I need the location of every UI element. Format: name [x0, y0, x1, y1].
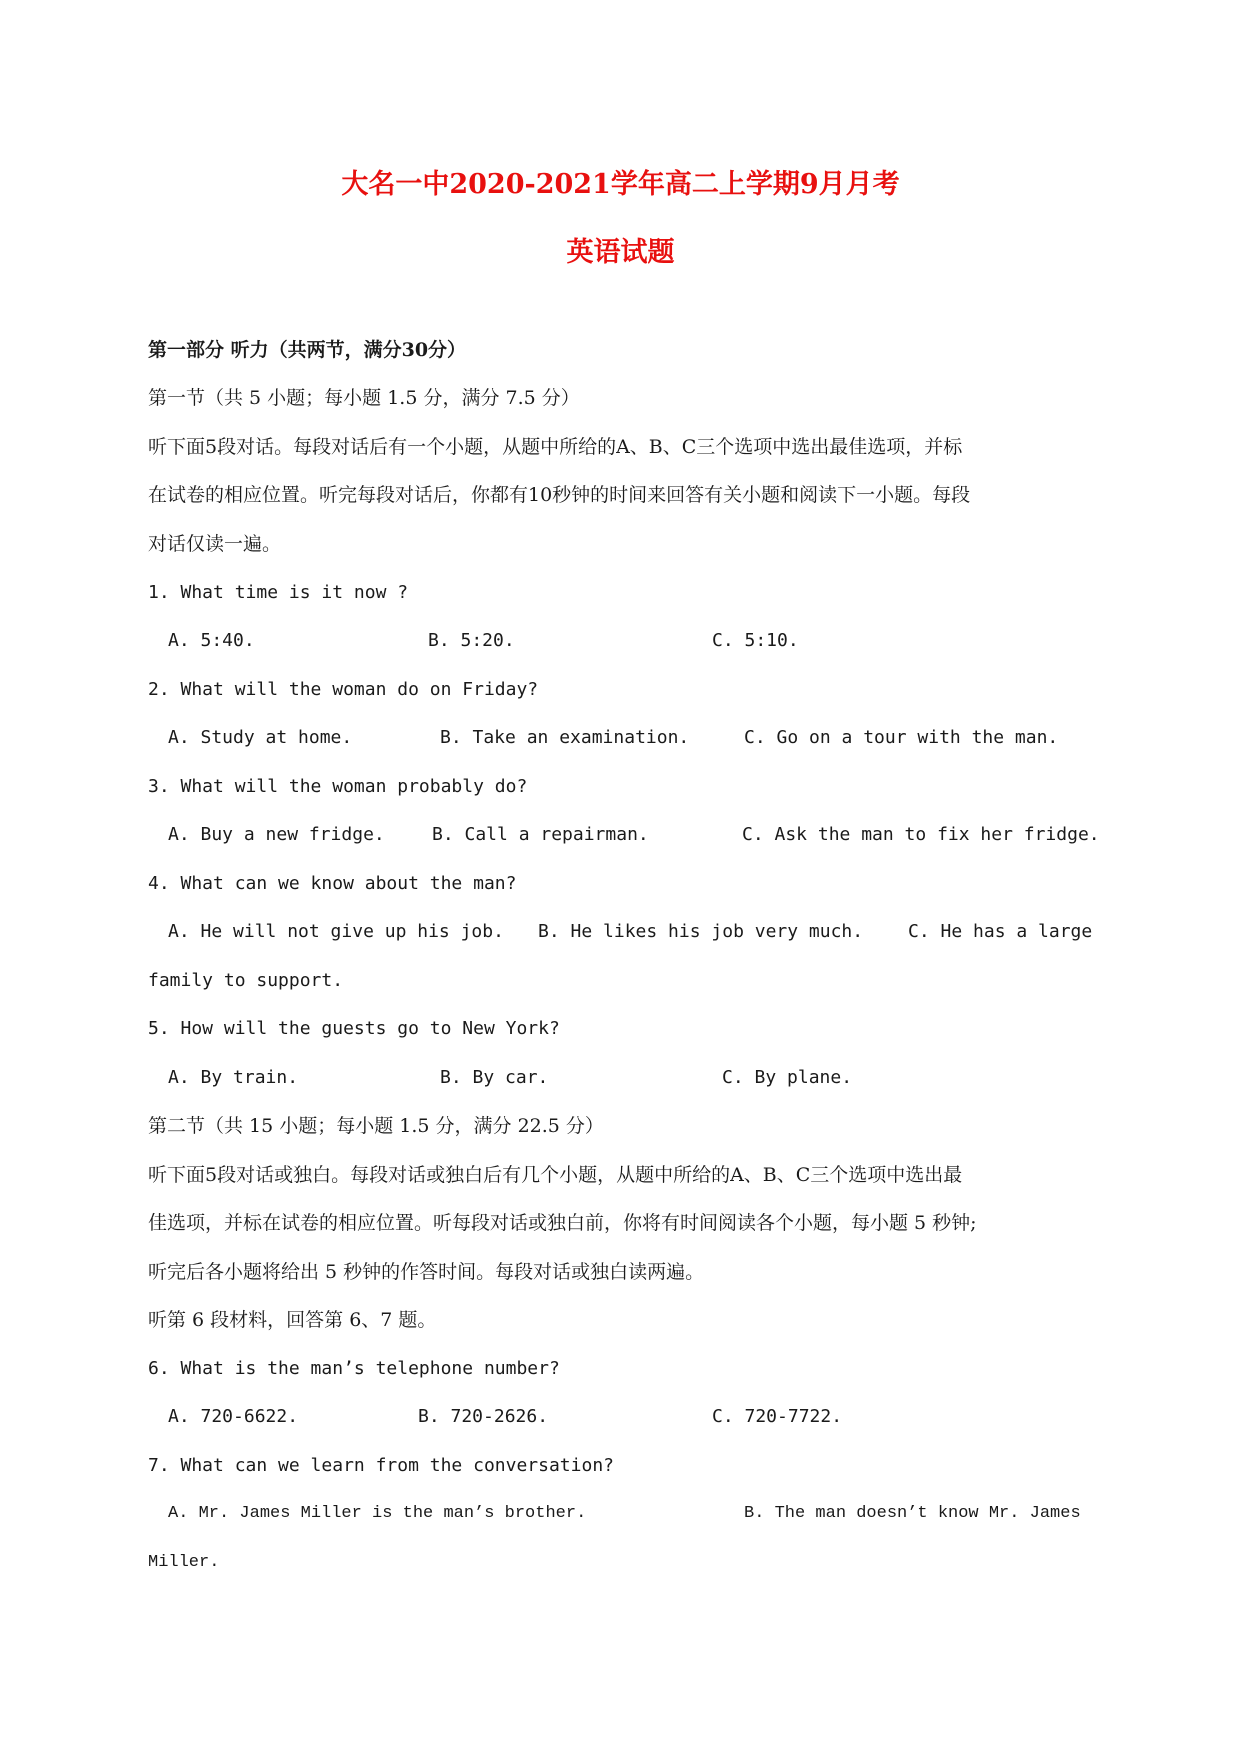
question-1-option-c: C. 5:10.	[712, 630, 799, 651]
section1-instruction-line: 对话仅读一遍。	[148, 533, 282, 555]
question-5-option-b: B. By car.	[440, 1067, 549, 1088]
question-6-option-c: C. 720-7722.	[712, 1406, 843, 1427]
question-5-stem: 5. How will the guests go to New York?	[148, 1018, 560, 1039]
question-1-option-b: B. 5:20.	[428, 630, 515, 651]
part1-heading: 第一部分 听力（共两节，满分30分）	[148, 339, 467, 361]
section2-instruction-line: 佳选项，并标在试卷的相应位置。听每段对话或独白前，你将有时间阅读各个小题，每小题 5 秒钟;	[148, 1212, 977, 1234]
question-4-option-c: C. He has a large	[908, 921, 1093, 942]
question-1-option-a: A. 5:40.	[168, 630, 255, 651]
question-6-option-b: B. 720-2626.	[418, 1406, 549, 1427]
question-2-option-b: B. Take an examination.	[440, 727, 690, 748]
question-7-option-b: B. The man doesn’t know Mr. James	[744, 1504, 1081, 1523]
question-4-option-b: B. He likes his job very much.	[538, 921, 864, 942]
question-2-stem: 2. What will the woman do on Friday?	[148, 679, 539, 700]
question-6-stem: 6. What is the man’s telephone number?	[148, 1358, 560, 1379]
question-6-option-a: A. 720-6622.	[168, 1406, 299, 1427]
section1-heading: 第一节（共 5 小题；每小题 1.5 分，满分 7.5 分）	[148, 387, 580, 409]
question-4-option-a: A. He will not give up his job.	[168, 921, 504, 942]
question-4-stem: 4. What can we know about the man?	[148, 873, 517, 894]
question-3-option-a: A. Buy a new fridge.	[168, 824, 385, 845]
question-5-option-c: C. By plane.	[722, 1067, 853, 1088]
exam-subtitle: 英语试题	[566, 237, 675, 268]
question-3-stem: 3. What will the woman probably do?	[148, 776, 528, 797]
exam-title: 大名一中2020-2021学年高二上学期9月月考	[341, 169, 900, 200]
question-2-option-c: C. Go on a tour with the man.	[744, 727, 1059, 748]
question-4-option-c-continued: family to support.	[148, 970, 344, 991]
section2-heading: 第二节（共 15 小题；每小题 1.5 分，满分 22.5 分）	[148, 1115, 604, 1137]
question-7-stem: 7. What can we learn from the conversation?	[148, 1455, 614, 1476]
section2-instruction-line: 听完后各小题将给出 5 秒钟的作答时间。每段对话或独白读两遍。	[148, 1261, 705, 1283]
section1-instruction-line: 在试卷的相应位置。听完每段对话后，你都有10秒钟的时间来回答有关小题和阅读下一小题。每段	[148, 484, 971, 506]
question-1-stem: 1. What time is it now ?	[148, 582, 409, 603]
question-3-option-b: B. Call a repairman.	[432, 824, 649, 845]
section1-instruction-line: 听下面5段对话。每段对话后有一个小题，从题中所给的A、B、C三个选项中选出最佳选项，并标	[148, 436, 963, 458]
question-7-option-a: A. Mr. James Miller is the man’s brother.	[168, 1504, 587, 1523]
section2-instruction-line: 听下面5段对话或独白。每段对话或独白后有几个小题，从题中所给的A、B、C三个选项中选出最	[148, 1164, 963, 1186]
question-3-option-c: C. Ask the man to fix her fridge.	[742, 824, 1100, 845]
question-5-option-a: A. By train.	[168, 1067, 299, 1088]
material-6-heading: 听第 6 段材料，回答第 6、7 题。	[148, 1309, 437, 1331]
question-2-option-a: A. Study at home.	[168, 727, 353, 748]
question-7-option-b-continued: Miller.	[148, 1553, 220, 1572]
